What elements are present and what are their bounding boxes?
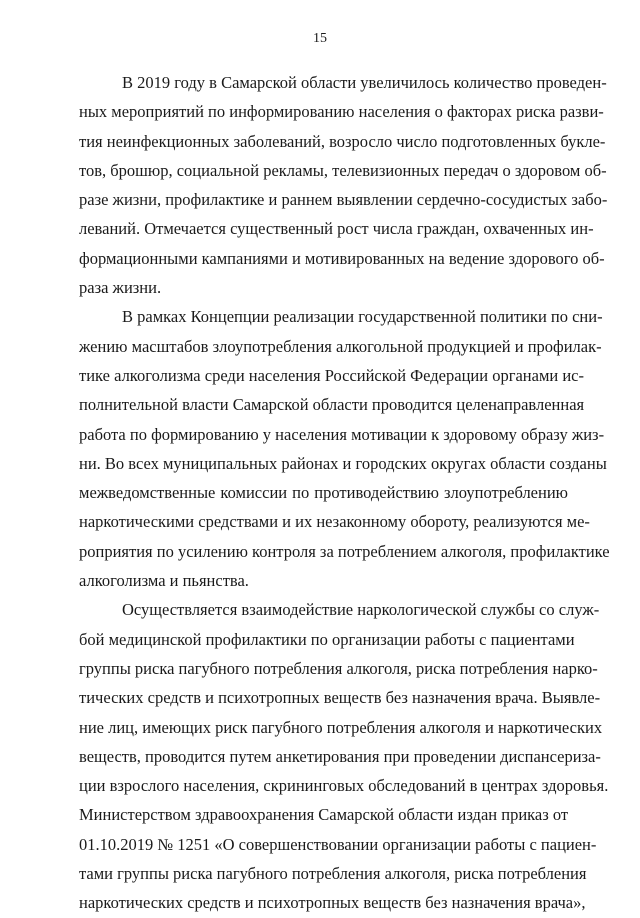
text-line: разе жизни, профилактике и раннем выявлении сердечно-сосудистых забо- <box>79 190 608 210</box>
paragraph-2 <box>79 302 610 595</box>
text-line: В рамках Концепции реализации государственной политики по сни- <box>122 307 603 327</box>
text-line: наркотических средств и психотропных веществ без назначения врача», <box>79 893 586 913</box>
text-line: тике алкоголизма среди населения Российской Федерации органами ис- <box>79 365 584 385</box>
text-line: ных мероприятий по информированию населения о факторах риска разви- <box>79 102 604 122</box>
text-line: тических средств и психотропных веществ без назначения врача. Выявле- <box>79 688 601 708</box>
text-line: ние лиц, имеющих риск пагубного потребления алкоголя и наркотических <box>79 717 603 737</box>
text-line: группы риска пагубного потребления алкоголя, риска потребления нарко- <box>79 658 598 678</box>
paragraph-1 <box>79 68 608 302</box>
text-line: В 2019 году в Самарской области увеличилось количество проведен- <box>122 73 607 92</box>
text-line: работа по формированию у населения мотивации к здоровому образу жиз- <box>79 424 605 444</box>
text-line: жению масштабов злоупотребления алкогольной продукцией и профилак- <box>79 336 602 356</box>
text-line: межведомственные комиссии по противодействию злоупотреблению <box>79 483 568 503</box>
paragraph-3 <box>79 595 609 917</box>
text-line: тами группы риска пагубного потребления алкоголя, риска потребления <box>79 864 587 884</box>
text-line: ции взрослого населения, скрининговых обследований в центрах здоровья. <box>79 776 609 796</box>
document-body <box>79 68 610 918</box>
text-line: веществ, проводится путем анкетирования при проведении диспансериза- <box>79 746 601 766</box>
text-line: Министерством здравоохранения Самарской области издан приказ от <box>79 805 569 825</box>
text-line: алкоголизма и пьянства. <box>79 571 249 591</box>
text-line: наркотическими средствами и их незаконному обороту, реализуются ме- <box>79 512 590 532</box>
text-line: роприятия по усилению контроля за потреблением алкоголя, профилактике <box>79 541 610 561</box>
page-number: 15 <box>313 31 327 46</box>
text-line: ни. Во всех муниципальных районах и городских округах области созданы <box>79 453 607 473</box>
text-line: тия неинфекционных заболеваний, возросло число подготовленных букле- <box>79 131 606 151</box>
text-line: леваний. Отмечается существенный рост числа граждан, охваченных ин- <box>79 219 594 239</box>
text-line: раза жизни. <box>79 278 162 298</box>
text-line: тов, брошюр, социальной рекламы, телевизионных передач о здоровом об- <box>79 160 607 180</box>
text-line: Осуществляется взаимодействие наркологической службы со служ- <box>122 600 600 620</box>
text-line: бой медицинской профилактики по организации работы с пациентами <box>79 629 575 649</box>
text-line: 01.10.2019 № 1251 «О совершенствовании организации работы с пациен- <box>79 834 597 854</box>
text-line: формационными кампаниями и мотивированных на ведение здорового об- <box>79 248 605 268</box>
text-line: полнительной власти Самарской области проводится целенаправленная <box>79 395 585 415</box>
